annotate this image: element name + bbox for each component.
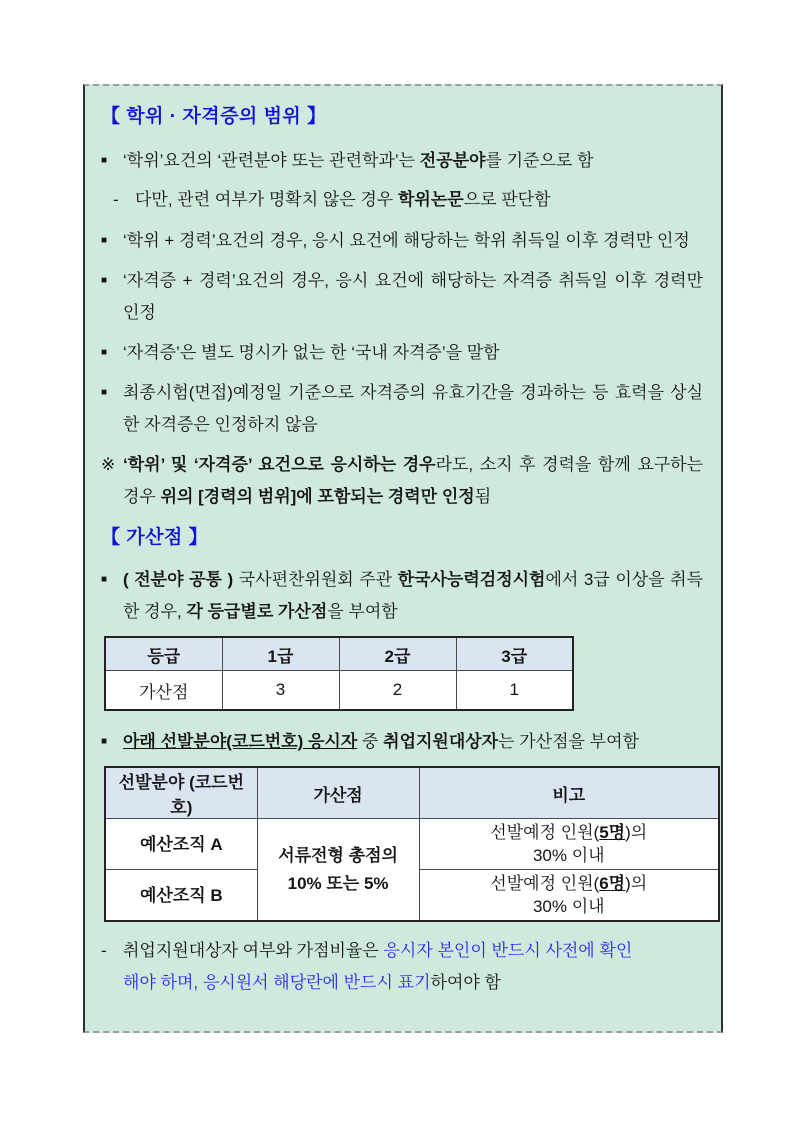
square-bullet-icon: ■: [101, 347, 108, 358]
square-bullet-icon: ■: [101, 574, 108, 585]
bonus-table-header-bonus: 가산점: [257, 767, 419, 819]
note-verify-before-apply: [101, 935, 703, 999]
square-bullet-icon: ■: [101, 155, 108, 166]
bonus-table-header-field: 선발분야 (코드번호): [105, 767, 257, 819]
grade-table-row-label: 가산점: [105, 671, 222, 711]
bonus-table-bonus-value: 서류전형 총점의 10% 또는 5%: [257, 819, 419, 922]
dash-bullet-icon: -: [113, 190, 119, 209]
grade-bonus-table: [104, 636, 574, 711]
square-bullet-icon: ■: [101, 736, 108, 747]
sub-note-thesis-text: 다만, 관련 여부가 명확치 않은 경우 학위논문으로 판단함: [135, 190, 551, 209]
bullet-cert-plus-career: [101, 265, 703, 329]
reference-note-career-scope: [101, 449, 703, 513]
bonus-table-header-remark: 비고: [419, 767, 719, 819]
bullet-domestic-cert: [101, 337, 703, 369]
section-title-degree-cert-scope: 【 학위 · 자격증의 범위 】: [101, 106, 327, 127]
bullet-expired-cert: [101, 377, 703, 441]
bullet-expired-cert-text: 최종시험(면접)예정일 기준으로 자격증의 유효기간을 경과하는 등 효력을 상실한 자격증은 인정하지 않음: [123, 383, 703, 434]
bullet-cert-plus-career-text: ‘자격증 + 경력’요건의 경우, 응시 요건에 해당하는 자격증 취득일 이후 경력만 인정: [123, 271, 703, 322]
bullet-employment-support-target-text: 아래 선발분야(코드번호) 응시자 중 취업지원대상자는 가산점을 부여함: [123, 732, 639, 751]
bullet-degree-plus-career-text: ‘학위 + 경력’요건의 경우, 응시 요건에 해당하는 학위 취득일 이후 경력만 인정: [123, 231, 690, 250]
bonus-table-remark-a: 선발예정 인원(5명)의 30% 이내: [419, 819, 719, 870]
dash-bullet-icon: -: [101, 941, 107, 960]
bonus-table-remark-b: 선발예정 인원(6명)의 30% 이내: [419, 870, 719, 922]
notice-panel: [83, 84, 723, 1033]
bullet-degree-requirement-text: ‘학위’요건의 ‘관련분야 또는 관련학과’는 전공분야를 기준으로 함: [123, 151, 594, 170]
grade-table-header-grade: 등급: [105, 637, 222, 671]
employment-bonus-table: [104, 766, 720, 922]
bullet-domestic-cert-text: ‘자격증’은 별도 명시가 없는 한 ‘국내 자격증’을 말함: [123, 343, 500, 362]
section-title-bonus-points: 【 가산점 】: [101, 527, 209, 548]
square-bullet-icon: ■: [101, 275, 108, 286]
grade-table-header-level2: 2급: [339, 637, 456, 671]
bullet-degree-requirement: [101, 145, 703, 177]
sub-note-thesis: [101, 184, 703, 216]
bonus-table-field-b: 예산조직 B: [105, 870, 257, 922]
bonus-table-row-a: [105, 819, 719, 870]
bullet-degree-plus-career: [101, 225, 703, 257]
reference-mark-icon: ※: [101, 455, 116, 474]
bonus-table-header-row: [105, 767, 719, 819]
grade-table-value-row: [105, 671, 573, 711]
grade-table-value-level1: 3: [222, 671, 339, 711]
grade-table-header-level1: 1급: [222, 637, 339, 671]
grade-table-header-level3: 3급: [456, 637, 573, 671]
bullet-employment-support-target: [101, 726, 703, 758]
bullet-korean-history-exam: [101, 564, 703, 628]
grade-table-value-level2: 2: [339, 671, 456, 711]
reference-note-career-scope-text: ‘학위’ 및 ‘자격증’ 요건으로 응시하는 경우라도, 소지 후 경력을 함께 요구하는 경우 위의 [경력의 범위]에 포함되는 경력만 인정됨: [123, 455, 704, 506]
bonus-table-field-a: 예산조직 A: [105, 819, 257, 870]
bullet-korean-history-exam-text: ( 전분야 공통 ) 국사편찬위원회 주관 한국사능력검정시험에서 3급 이상을 취득한 경우, 각 등급별로 가산점을 부여함: [123, 570, 704, 621]
grade-table-value-level3: 1: [456, 671, 573, 711]
grade-table-header-row: [105, 637, 573, 671]
square-bullet-icon: ■: [101, 387, 108, 398]
note-verify-before-apply-text: 취업지원대상자 여부와 가점비율은 응시자 본인이 반드시 사전에 확인 해야 하며, 응시원서 해당란에 반드시 표기하여야 함: [123, 941, 633, 992]
square-bullet-icon: ■: [101, 235, 108, 246]
